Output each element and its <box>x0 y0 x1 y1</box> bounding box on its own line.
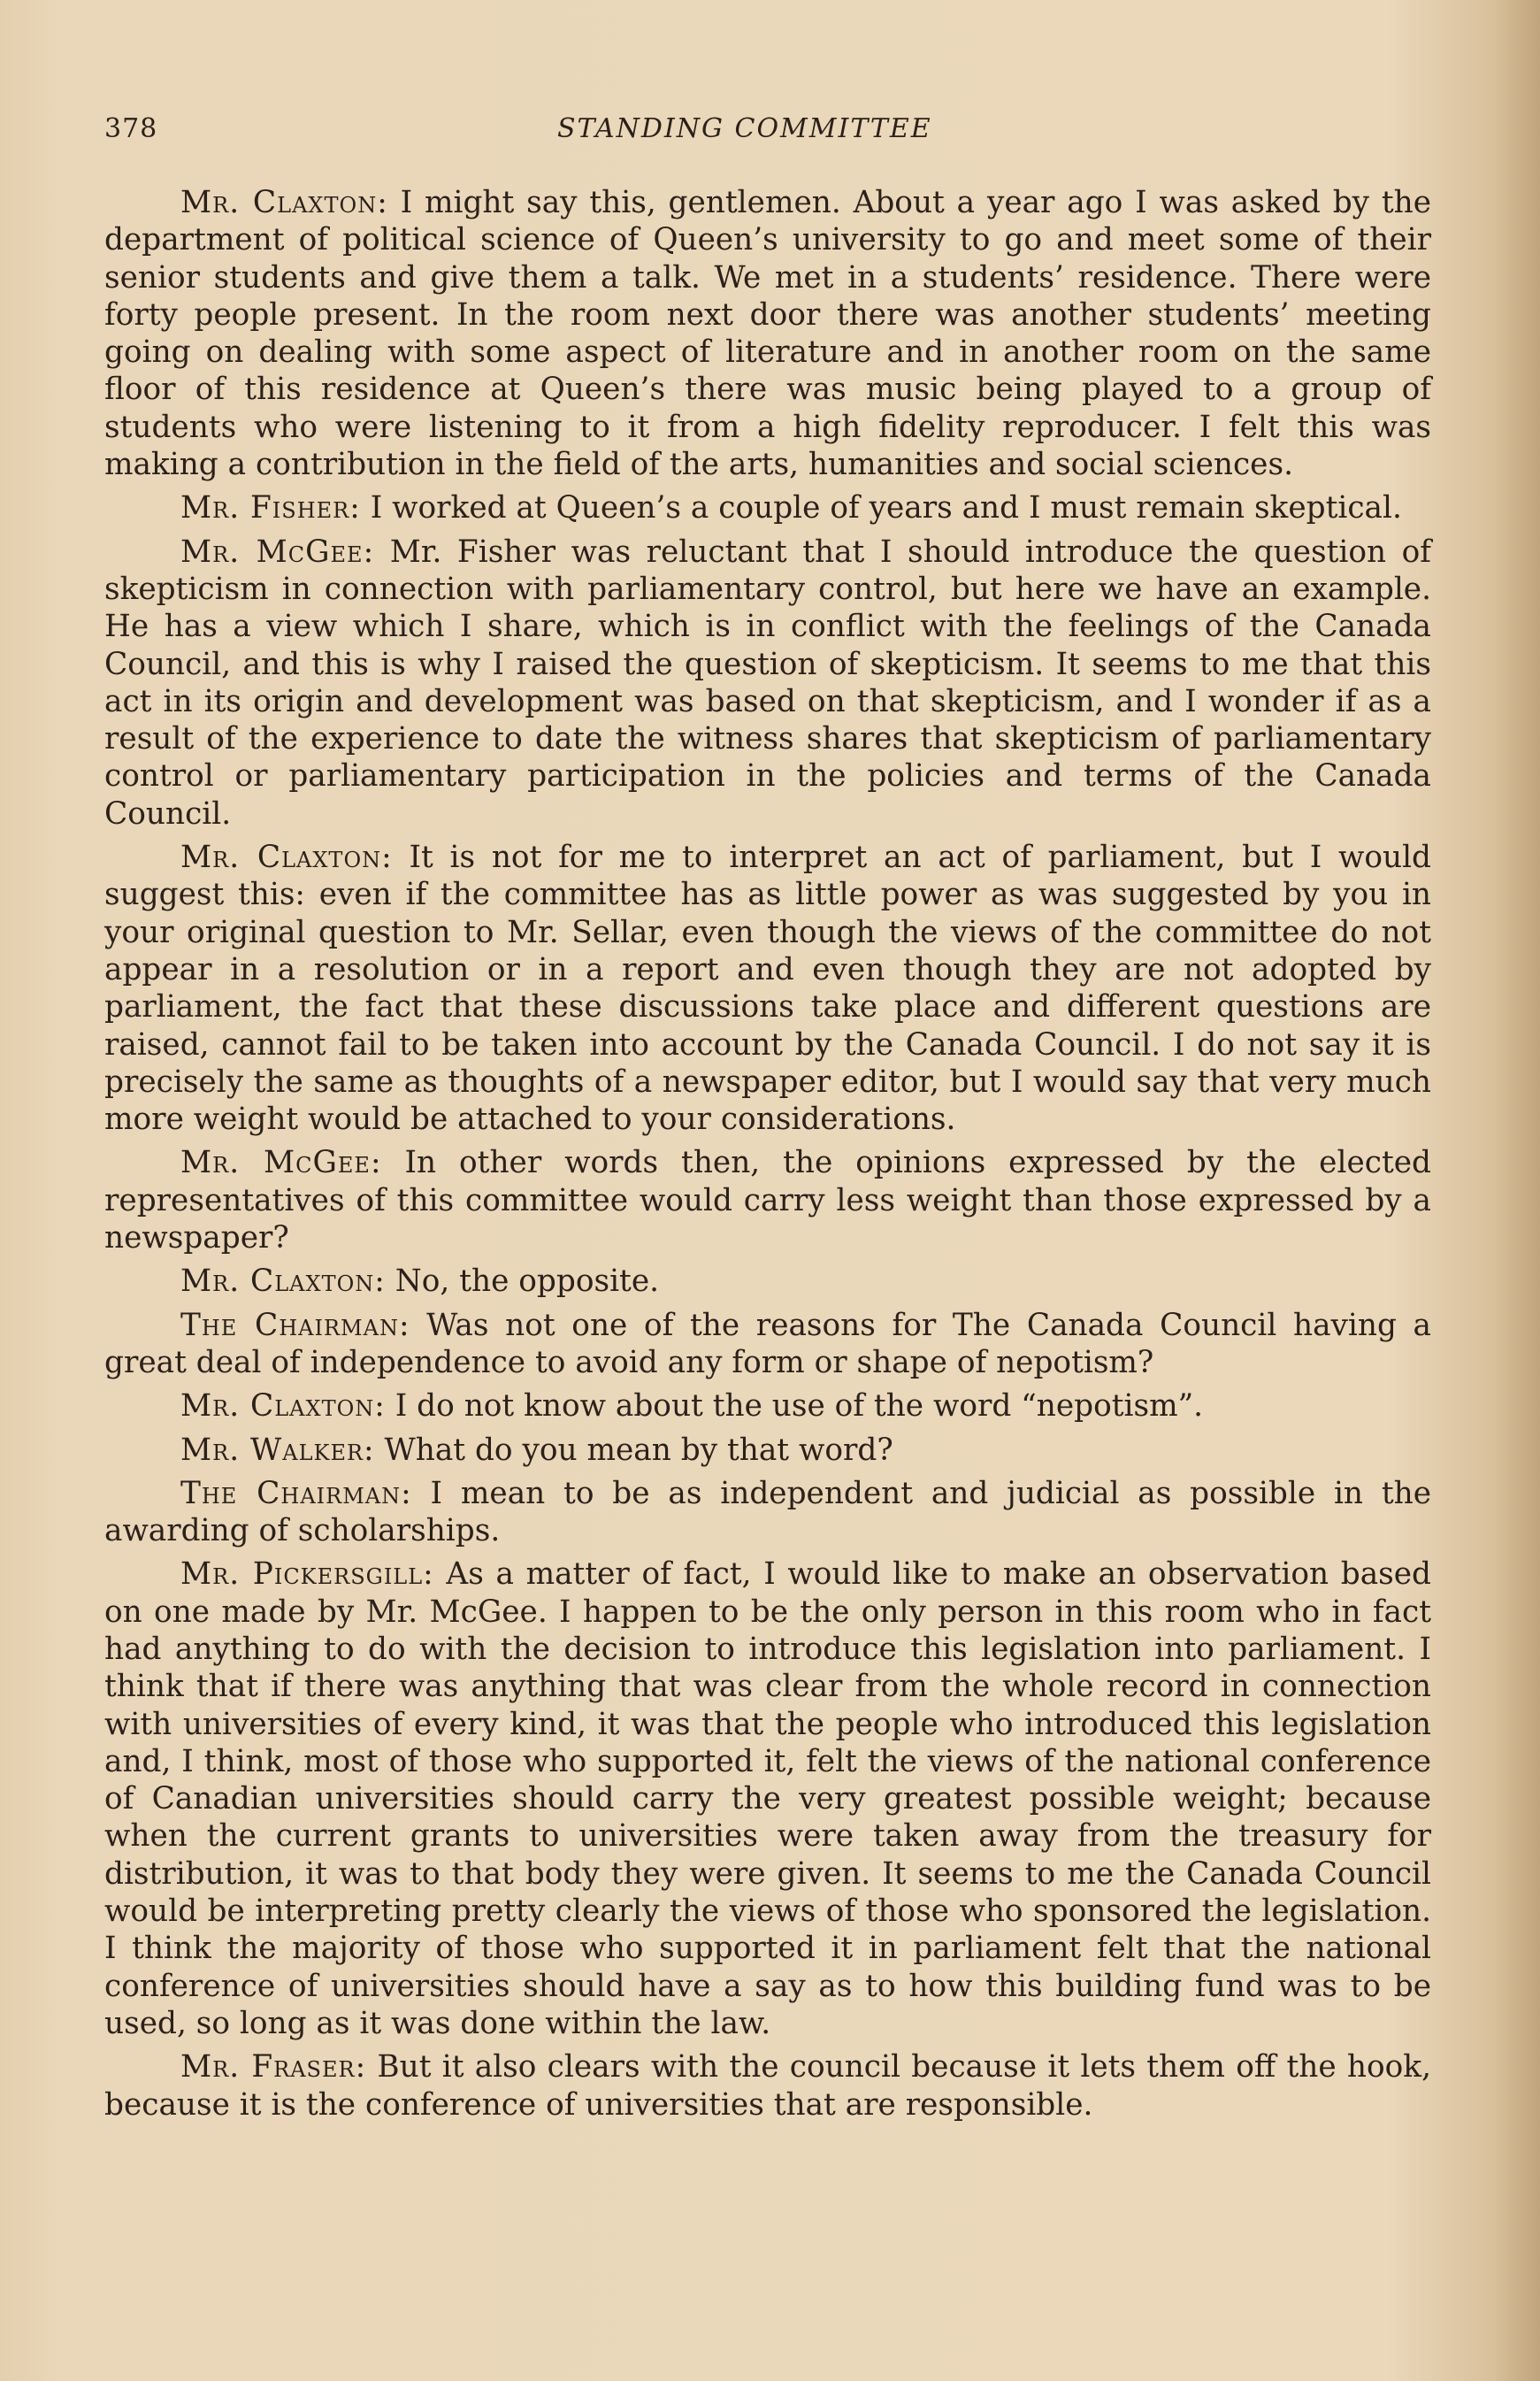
speaker-name: Mr. Walker: <box>180 1432 375 1468</box>
speaker-name: The Chairman: <box>180 1475 412 1511</box>
speech-text: I do not know about the use of the word “nepotism”. <box>395 1388 1204 1425</box>
speaker-name: Mr. Claxton: <box>180 840 393 876</box>
speech-paragraph <box>104 489 1431 526</box>
speaker-name: Mr. McGee: <box>180 534 375 570</box>
running-head: STANDING COMMITTEE <box>557 113 932 144</box>
speaker-name: Mr. Fraser: <box>180 2049 367 2085</box>
speech-text: I mean to be as independent and judicial as possible in the awarding of scholarships. <box>104 1475 1431 1549</box>
speaker-name: The Chairman: <box>180 1307 410 1343</box>
speech-paragraph <box>104 1263 1431 1300</box>
speech-paragraph <box>104 1432 1431 1469</box>
page-number: 378 <box>104 113 158 144</box>
speaker-name: Mr. McGee: <box>180 1145 382 1181</box>
speaker-name: Mr. Fisher: <box>180 490 361 526</box>
speech-text: As a matter of fact, I would like to make an observation based on one made by Mr. McGee. I happen to be the only person in this room who in fact had anything to do with the decision to introduce this legislation into parliament. I think that if there was anything that was clear from the whole record in connection with universities of every kind, it was that the people who introduced this legislation and, I think, most of those who supported it, felt the views of the national conference of Canadian universities should carry the very greatest possible weight; because when the current grants to universities were taken away from the treasury for distribution, it was to that body they were given. It seems to me the Canada Council would be interpreting pretty clearly the views of those who sponsored the legislation. I think the majority of those who supported it in parliament felt that the national conference of universities should have a say as to how this building fund was to be used, so long as it was done within the law. <box>104 1556 1431 2041</box>
speech-paragraph <box>104 1144 1431 1256</box>
speech-paragraph <box>104 1387 1431 1425</box>
speech-paragraph <box>104 839 1431 1138</box>
speaker-name: Mr. Pickersgill: <box>180 1556 434 1593</box>
speech-paragraph <box>104 534 1431 833</box>
speech-paragraph <box>104 1475 1431 1550</box>
speech-text: I might say this, gentlemen. About a year ago I was asked by the department of political science of Queen’s university to go and meet some of their senior students and give them a talk. We met in a students’ residence. There were forty people present. In the room next door there was another students’ meeting going on dealing with some aspect of literature and in another room on the same floor of this residence at Queen’s there was music being played to a group of students who were listening to it from a high fidelity reproducer. I felt this was making a contribution in the field of the arts, humanities and social sciences. <box>104 185 1432 483</box>
speech-text: I worked at Queen’s a couple of years and I must remain skeptical. <box>370 490 1402 526</box>
speech-paragraph <box>104 1555 1431 2042</box>
transcript-body <box>104 184 1431 2130</box>
speech-text: In other words then, the opinions expressed by the elected representatives of this committee would carry less weight than those expressed by a newspaper? <box>104 1145 1431 1256</box>
speaker-name: Mr. Claxton: <box>180 1263 386 1300</box>
speech-text: Was not one of the reasons for The Canada Council having a great deal of independence to avoid any form or shape of nepotism? <box>104 1307 1431 1380</box>
speech-text: It is not for me to interpret an act of parliament, but I would suggest this: even if the committee has as little power as was suggested by you in your original question to Mr. Sellar, even though the views of the committee do not appear in a resolution or in a report and even though they are not adopted by parliament, the fact that these discussions take place and different questions are raised, cannot fail to be taken into account by the Canada Council. I do not say it is precisely the same as thoughts of a newspaper editor, but I would say that very much more weight would be attached to your considerations. <box>104 840 1432 1138</box>
speaker-name: Mr. Claxton: <box>180 1388 386 1425</box>
speech-text: No, the opposite. <box>395 1263 660 1300</box>
speech-paragraph <box>104 2048 1431 2124</box>
speech-text: Mr. Fisher was reluctant that I should introduce the question of skepticism in connection with parliamentary control, but here we have an example. He has a view which I share, which is in conflict with the feelings of the Canada Council, and this is why I raised the question of skepticism. It seems to me that this act in its origin and development was based on that skepticism, and I wonder if as a result of the experience to date the witness shares that skepticism of parliamentary control or parliamentary participation in the policies and terms of the Canada Council. <box>104 534 1432 832</box>
speech-paragraph <box>104 1307 1431 1382</box>
speaker-name: Mr. Claxton: <box>180 185 388 220</box>
speech-text: But it also clears with the council because it lets them off the hook, because it is the conference of universities that are responsible. <box>104 2049 1431 2123</box>
speech-text: What do you mean by that word? <box>384 1432 893 1468</box>
speech-paragraph <box>104 184 1431 483</box>
